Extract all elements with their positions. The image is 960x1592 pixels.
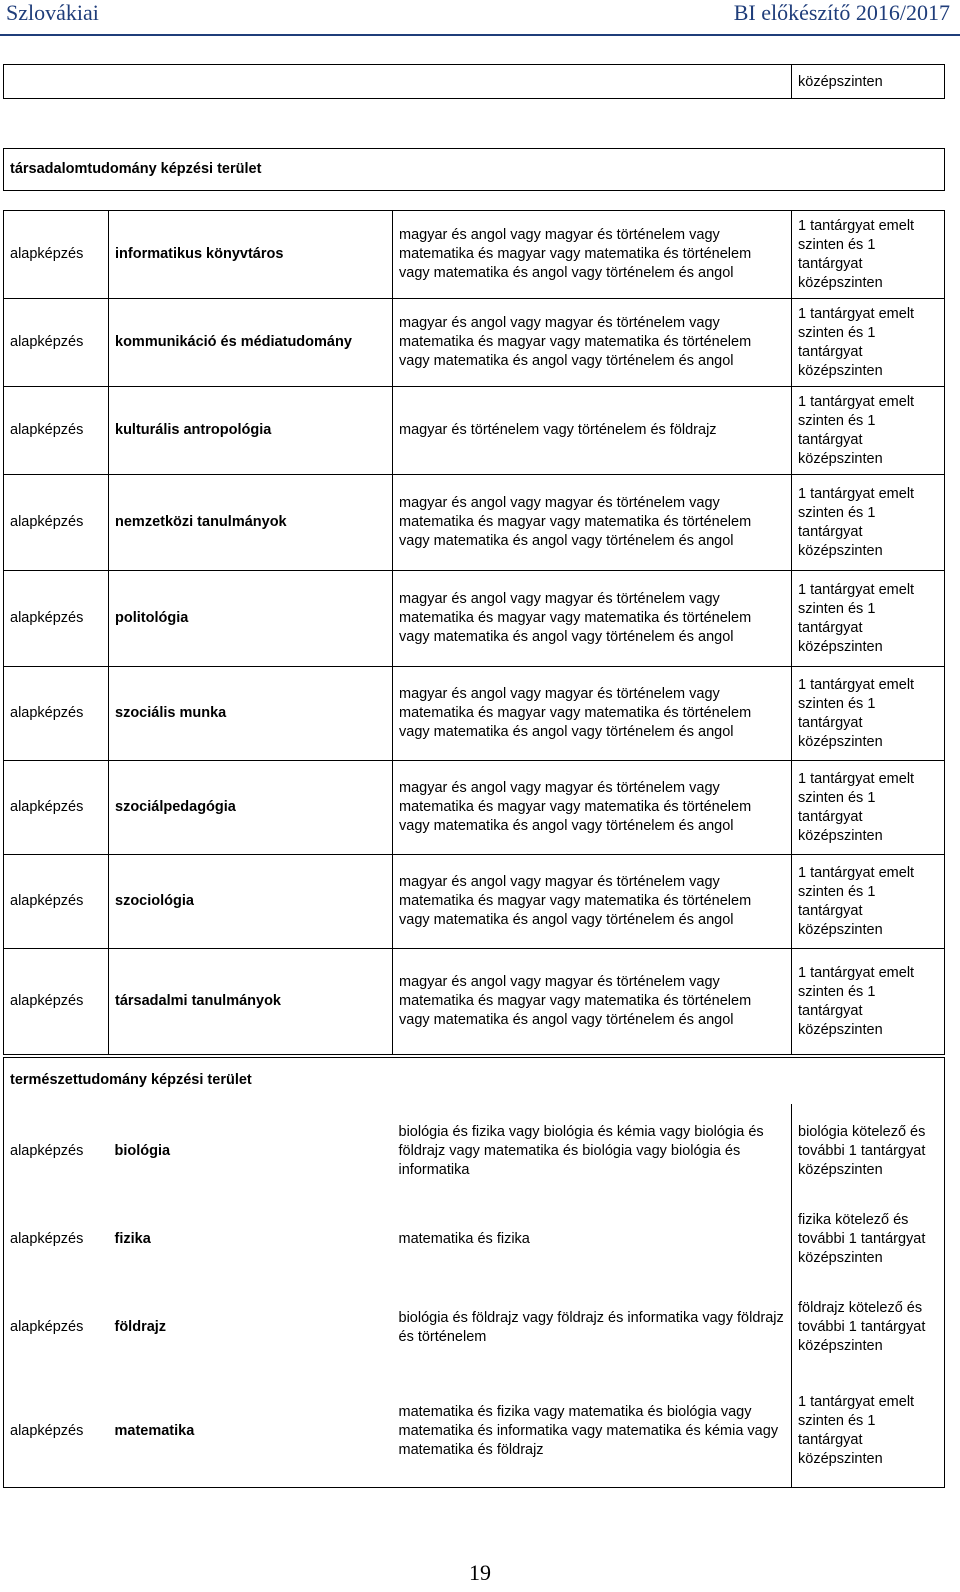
program-type-cell: alapképzés [4, 211, 109, 299]
table-row [4, 949, 945, 1055]
level-cell: 1 tantárgyat emelt szinten és 1 tantárgyat középszinten [792, 299, 945, 387]
requirement-cell: biológia és fizika vagy biológia és kémia vagy biológia és földrajz vagy matematika és biológia vagy biológia és informatika [398, 1124, 764, 1178]
requirement-cell: magyar és történelem vagy történelem és földrajz [393, 387, 792, 475]
table-row [4, 1376, 945, 1488]
table-row [4, 761, 945, 855]
requirement-cell: magyar és angol vagy magyar és történelem vagy matematika és magyar vagy matematika és történelem vagy matematika és angol vagy történelem és angol [393, 475, 792, 571]
program-type-cell: alapképzés [4, 475, 109, 571]
program-type-cell: alapképzés [4, 299, 109, 387]
program-name-cell: szociológia [109, 855, 393, 949]
program-type-cell: alapképzés [4, 855, 109, 949]
program-type-cell: alapképzés [4, 1280, 109, 1376]
program-name-cell: fizika [114, 1231, 151, 1247]
program-name-cell: biológia [114, 1143, 171, 1159]
continuation-row [4, 65, 945, 99]
science-table [3, 1057, 945, 1488]
section-title: társadalomtudomány képzési terület [4, 149, 945, 191]
table-row [4, 299, 945, 387]
header-divider [0, 34, 960, 36]
table-row [4, 1104, 945, 1200]
program-type-cell: alapképzés [4, 949, 109, 1055]
requirement-cell: matematika és fizika [398, 1231, 530, 1247]
program-name-cell: politológia [109, 571, 393, 667]
level-cell: 1 tantárgyat emelt szinten és 1 tantárgyat középszinten [792, 387, 945, 475]
admission-table [3, 64, 945, 191]
section-title: természettudomány képzési terület [4, 1058, 945, 1104]
table-row [4, 387, 945, 475]
section-header-row [4, 149, 945, 191]
requirement-cell: magyar és angol vagy magyar és történelem vagy matematika és magyar vagy matematika és történelem vagy matematika és angol vagy történelem és angol [393, 855, 792, 949]
requirement-cell: magyar és angol vagy magyar és történelem vagy matematika és magyar vagy matematika és történelem vagy matematika és angol vagy történelem és angol [393, 949, 792, 1055]
program-name-cell: társadalmi tanulmányok [109, 949, 393, 1055]
table-row [4, 1280, 945, 1376]
requirement-cell: magyar és angol vagy magyar és történelem vagy matematika és magyar vagy matematika és történelem vagy matematika és angol vagy történelem és angol [393, 211, 792, 299]
program-name-cell: földrajz [114, 1319, 167, 1335]
program-type-cell: alapképzés [4, 1376, 109, 1488]
level-cell: 1 tantárgyat emelt szinten és 1 tantárgyat középszinten [792, 475, 945, 571]
table-row [4, 667, 945, 761]
level-cell: biológia kötelező és további 1 tantárgyat középszinten [792, 1104, 945, 1200]
table-row [4, 211, 945, 299]
level-cell: 1 tantárgyat emelt szinten és 1 tantárgyat középszinten [792, 667, 945, 761]
level-cell: 1 tantárgyat emelt szinten és 1 tantárgyat középszinten [792, 761, 945, 855]
level-cell: földrajz kötelező és további 1 tantárgyat középszinten [792, 1280, 945, 1376]
requirement-cell: matematika és fizika vagy matematika és biológia vagy matematika és informatika vagy matematika és kémia vagy matematika és földrajz [393, 1376, 792, 1488]
level-cell: 1 tantárgyat emelt szinten és 1 tantárgyat középszinten [792, 855, 945, 949]
header-left-title: Szlovákiai [6, 0, 99, 25]
program-name-cell: kulturális antropológia [109, 387, 393, 475]
level-cell: 1 tantárgyat emelt szinten és 1 tantárgyat középszinten [792, 1376, 945, 1488]
program-name-cell: informatikus könyvtáros [109, 211, 393, 299]
program-type-cell: alapképzés [4, 761, 109, 855]
programs-table [3, 210, 945, 1055]
requirement-cell: magyar és angol vagy magyar és történelem vagy matematika és magyar vagy matematika és történelem vagy matematika és angol vagy történelem és angol [393, 761, 792, 855]
requirement-cell: magyar és angol vagy magyar és történelem vagy matematika és magyar vagy matematika és történelem vagy matematika és angol vagy történelem és angol [393, 299, 792, 387]
requirement-cell: magyar és angol vagy magyar és történelem vagy matematika és magyar vagy matematika és történelem vagy matematika és angol vagy történelem és angol [393, 571, 792, 667]
section-header-row [4, 1058, 945, 1104]
level-cell: fizika kötelező és további 1 tantárgyat középszinten [792, 1200, 945, 1280]
header-right-title: BI előkészítő 2016/2017 [733, 0, 950, 25]
continuation-level-cell: középszinten [792, 65, 945, 99]
table-row [4, 855, 945, 949]
page-number: 19 [469, 1560, 491, 1585]
table-row [4, 571, 945, 667]
level-cell: 1 tantárgyat emelt szinten és 1 tantárgyat középszinten [792, 949, 945, 1055]
program-type-cell: alapképzés [4, 667, 109, 761]
program-type-cell: alapképzés [4, 387, 109, 475]
program-type-cell: alapképzés [4, 571, 109, 667]
program-name-cell: kommunikáció és médiatudomány [109, 299, 393, 387]
table-row [4, 1200, 945, 1280]
requirement-cell: biológia és földrajz vagy földrajz és informatika vagy földrajz és történelem [398, 1309, 784, 1345]
program-name-cell: szociálpedagógia [109, 761, 393, 855]
level-cell: 1 tantárgyat emelt szinten és 1 tantárgyat középszinten [792, 211, 945, 299]
page-header [0, 0, 960, 30]
program-name-cell: nemzetközi tanulmányok [109, 475, 393, 571]
program-name-cell: szociális munka [109, 667, 393, 761]
program-type-cell: alapképzés [4, 1104, 109, 1200]
program-name-cell: matematika [109, 1376, 393, 1488]
program-type-cell: alapképzés [4, 1200, 109, 1280]
requirement-cell: magyar és angol vagy magyar és történelem vagy matematika és magyar vagy matematika és történelem vagy matematika és angol vagy történelem és angol [393, 667, 792, 761]
level-cell: 1 tantárgyat emelt szinten és 1 tantárgyat középszinten [792, 571, 945, 667]
table-row [4, 475, 945, 571]
